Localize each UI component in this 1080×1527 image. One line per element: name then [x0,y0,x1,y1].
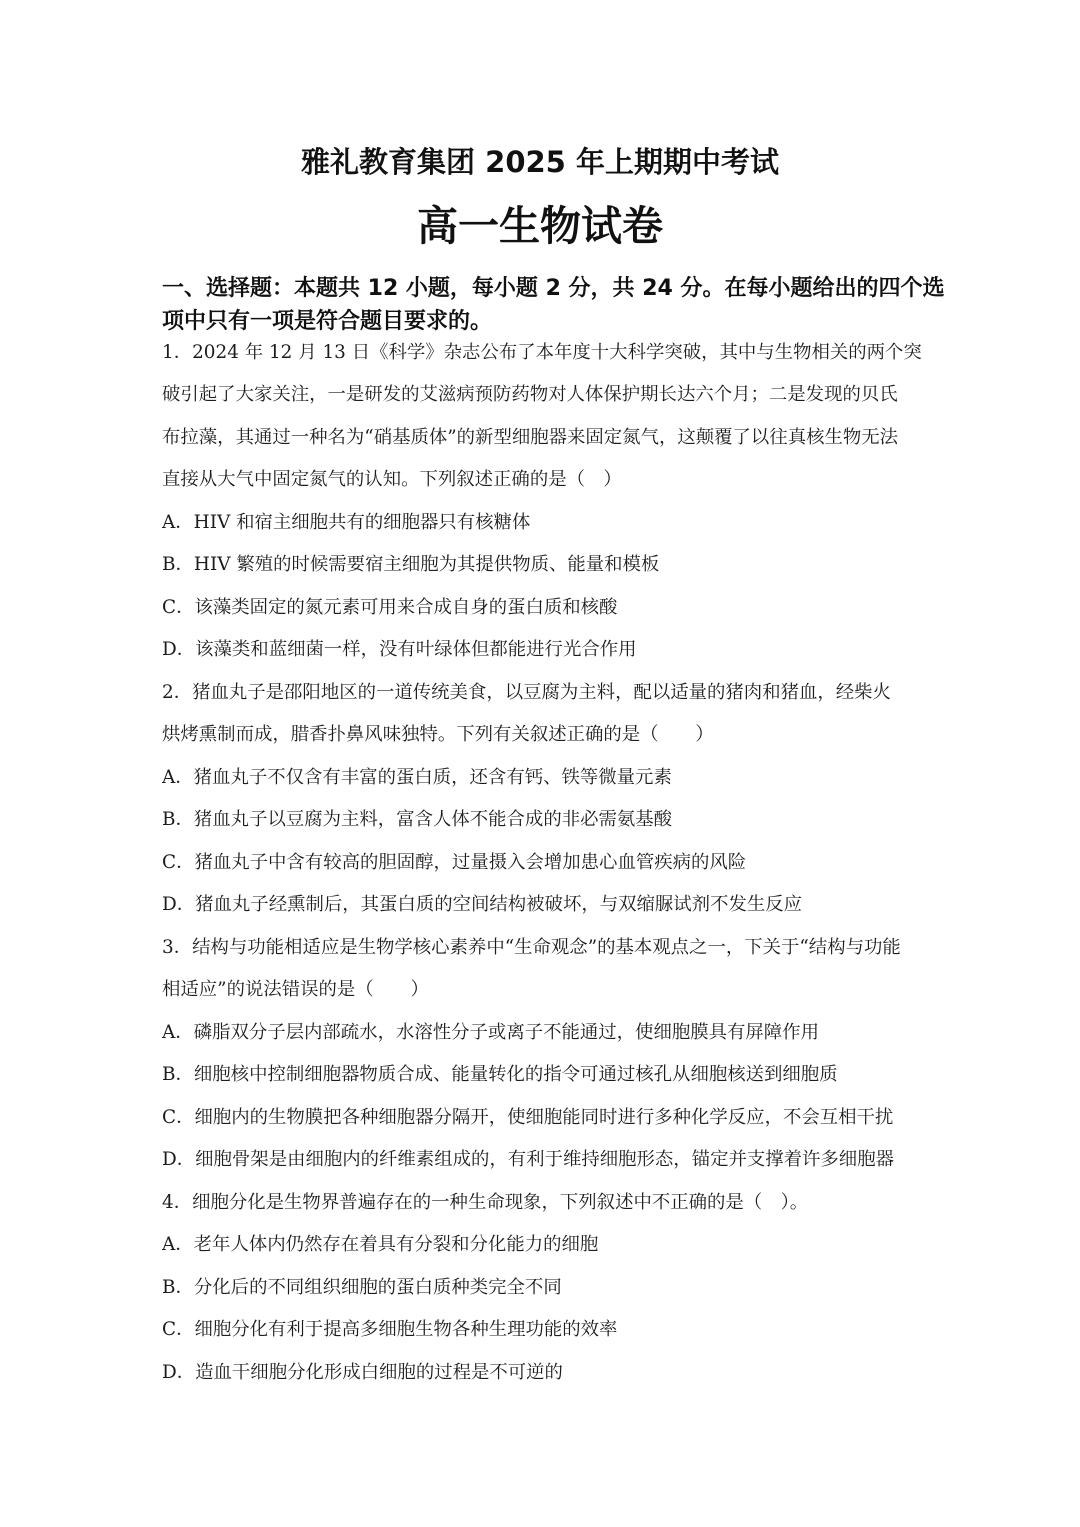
question-stem-line: 布拉藻，其通过一种名为“硝基质体”的新型细胞器来固定氮气，这颠覆了以往真核生物无法 [162,427,899,448]
question-stem-line: 4．细胞分化是生物界普遍存在的一种生命现象，下列叙述中不正确的是（ ）。 [162,1192,809,1213]
option-a: A．猪血丸子不仅含有丰富的蛋白质，还含有钙、铁等微量元素 [162,767,672,788]
section-heading [162,272,945,338]
section-heading-line: 项中只有一项是符合题目要求的。 [162,309,493,334]
exam-title: 雅礼教育集团 2025 年上期期中考试 [301,145,779,179]
question-stem-line: 破引起了大家关注，一是研发的艾滋病预防药物对人体保护期长达六个月；二是发现的贝氏 [162,384,898,405]
question-stem-line: 相适应”的说法错误的是（ ） [162,979,429,1000]
option-a: A．磷脂双分子层内部疏水，水溶性分子或离子不能通过，使细胞膜具有屏障作用 [162,1022,819,1043]
option-c: C．细胞内的生物膜把各种细胞器分隔开，使细胞能同时进行多种化学反应，不会互相干扰 [162,1107,894,1128]
option-c: C．该藻类固定的氮元素可用来合成自身的蛋白质和核酸 [162,597,618,618]
question-stem-line: 烘烤熏制而成，腊香扑鼻风味独特。下列有关叙述正确的是（ ） [162,724,714,745]
option-c: C．细胞分化有利于提高多细胞生物各种生理功能的效率 [162,1319,618,1340]
option-d: D．猪血丸子经熏制后，其蛋白质的空间结构被破坏，与双缩脲试剂不发生反应 [162,894,803,915]
option-b: B．细胞核中控制细胞器物质合成、能量转化的指令可通过核孔从细胞核送到细胞质 [162,1064,838,1085]
exam-subtitle: 高一生物试卷 [417,202,663,250]
option-d: D．造血干细胞分化形成白细胞的过程是不可逆的 [162,1362,563,1383]
option-d: D．该藻类和蓝细菌一样，没有叶绿体但都能进行光合作用 [162,639,637,660]
question-stem-line: 1．2024 年 12 月 13 日《科学》杂志公布了本年度十大科学突破，其中与生物相关的两个突 [162,342,922,363]
option-b: B．分化后的不同组织细胞的蛋白质种类完全不同 [162,1277,562,1298]
option-a: A．老年人体内仍然存在着具有分裂和分化能力的细胞 [162,1234,599,1255]
section-heading-line: 一、选择题：本题共 12 小题，每小题 2 分，共 24 分。在每小题给出的四个选 [162,276,945,301]
question-stem-line: 直接从大气中固定氮气的认知。下列叙述正确的是（ ） [162,469,622,490]
option-a: A．HIV 和宿主细胞共有的细胞器只有核糖体 [162,512,531,533]
option-b: B．猪血丸子以豆腐为主料，富含人体不能合成的非必需氨基酸 [162,809,673,830]
option-c: C．猪血丸子中含有较高的胆固醇，过量摄入会增加患心血管疾病的风险 [162,852,747,873]
question-stem-line: 2．猪血丸子是邵阳地区的一道传统美食，以豆腐为主料，配以适量的猪肉和猪血，经柴火 [162,682,891,703]
question-stem-line: 3．结构与功能相适应是生物学核心素养中“生命观念”的基本观点之一，下关于“结构与功能 [162,937,901,958]
option-b: B．HIV 繁殖的时候需要宿主细胞为其提供物质、能量和模板 [162,554,660,575]
option-d: D．细胞骨架是由细胞内的纤维素组成的，有利于维持细胞形态，锚定并支撑着许多细胞器 [162,1149,894,1170]
